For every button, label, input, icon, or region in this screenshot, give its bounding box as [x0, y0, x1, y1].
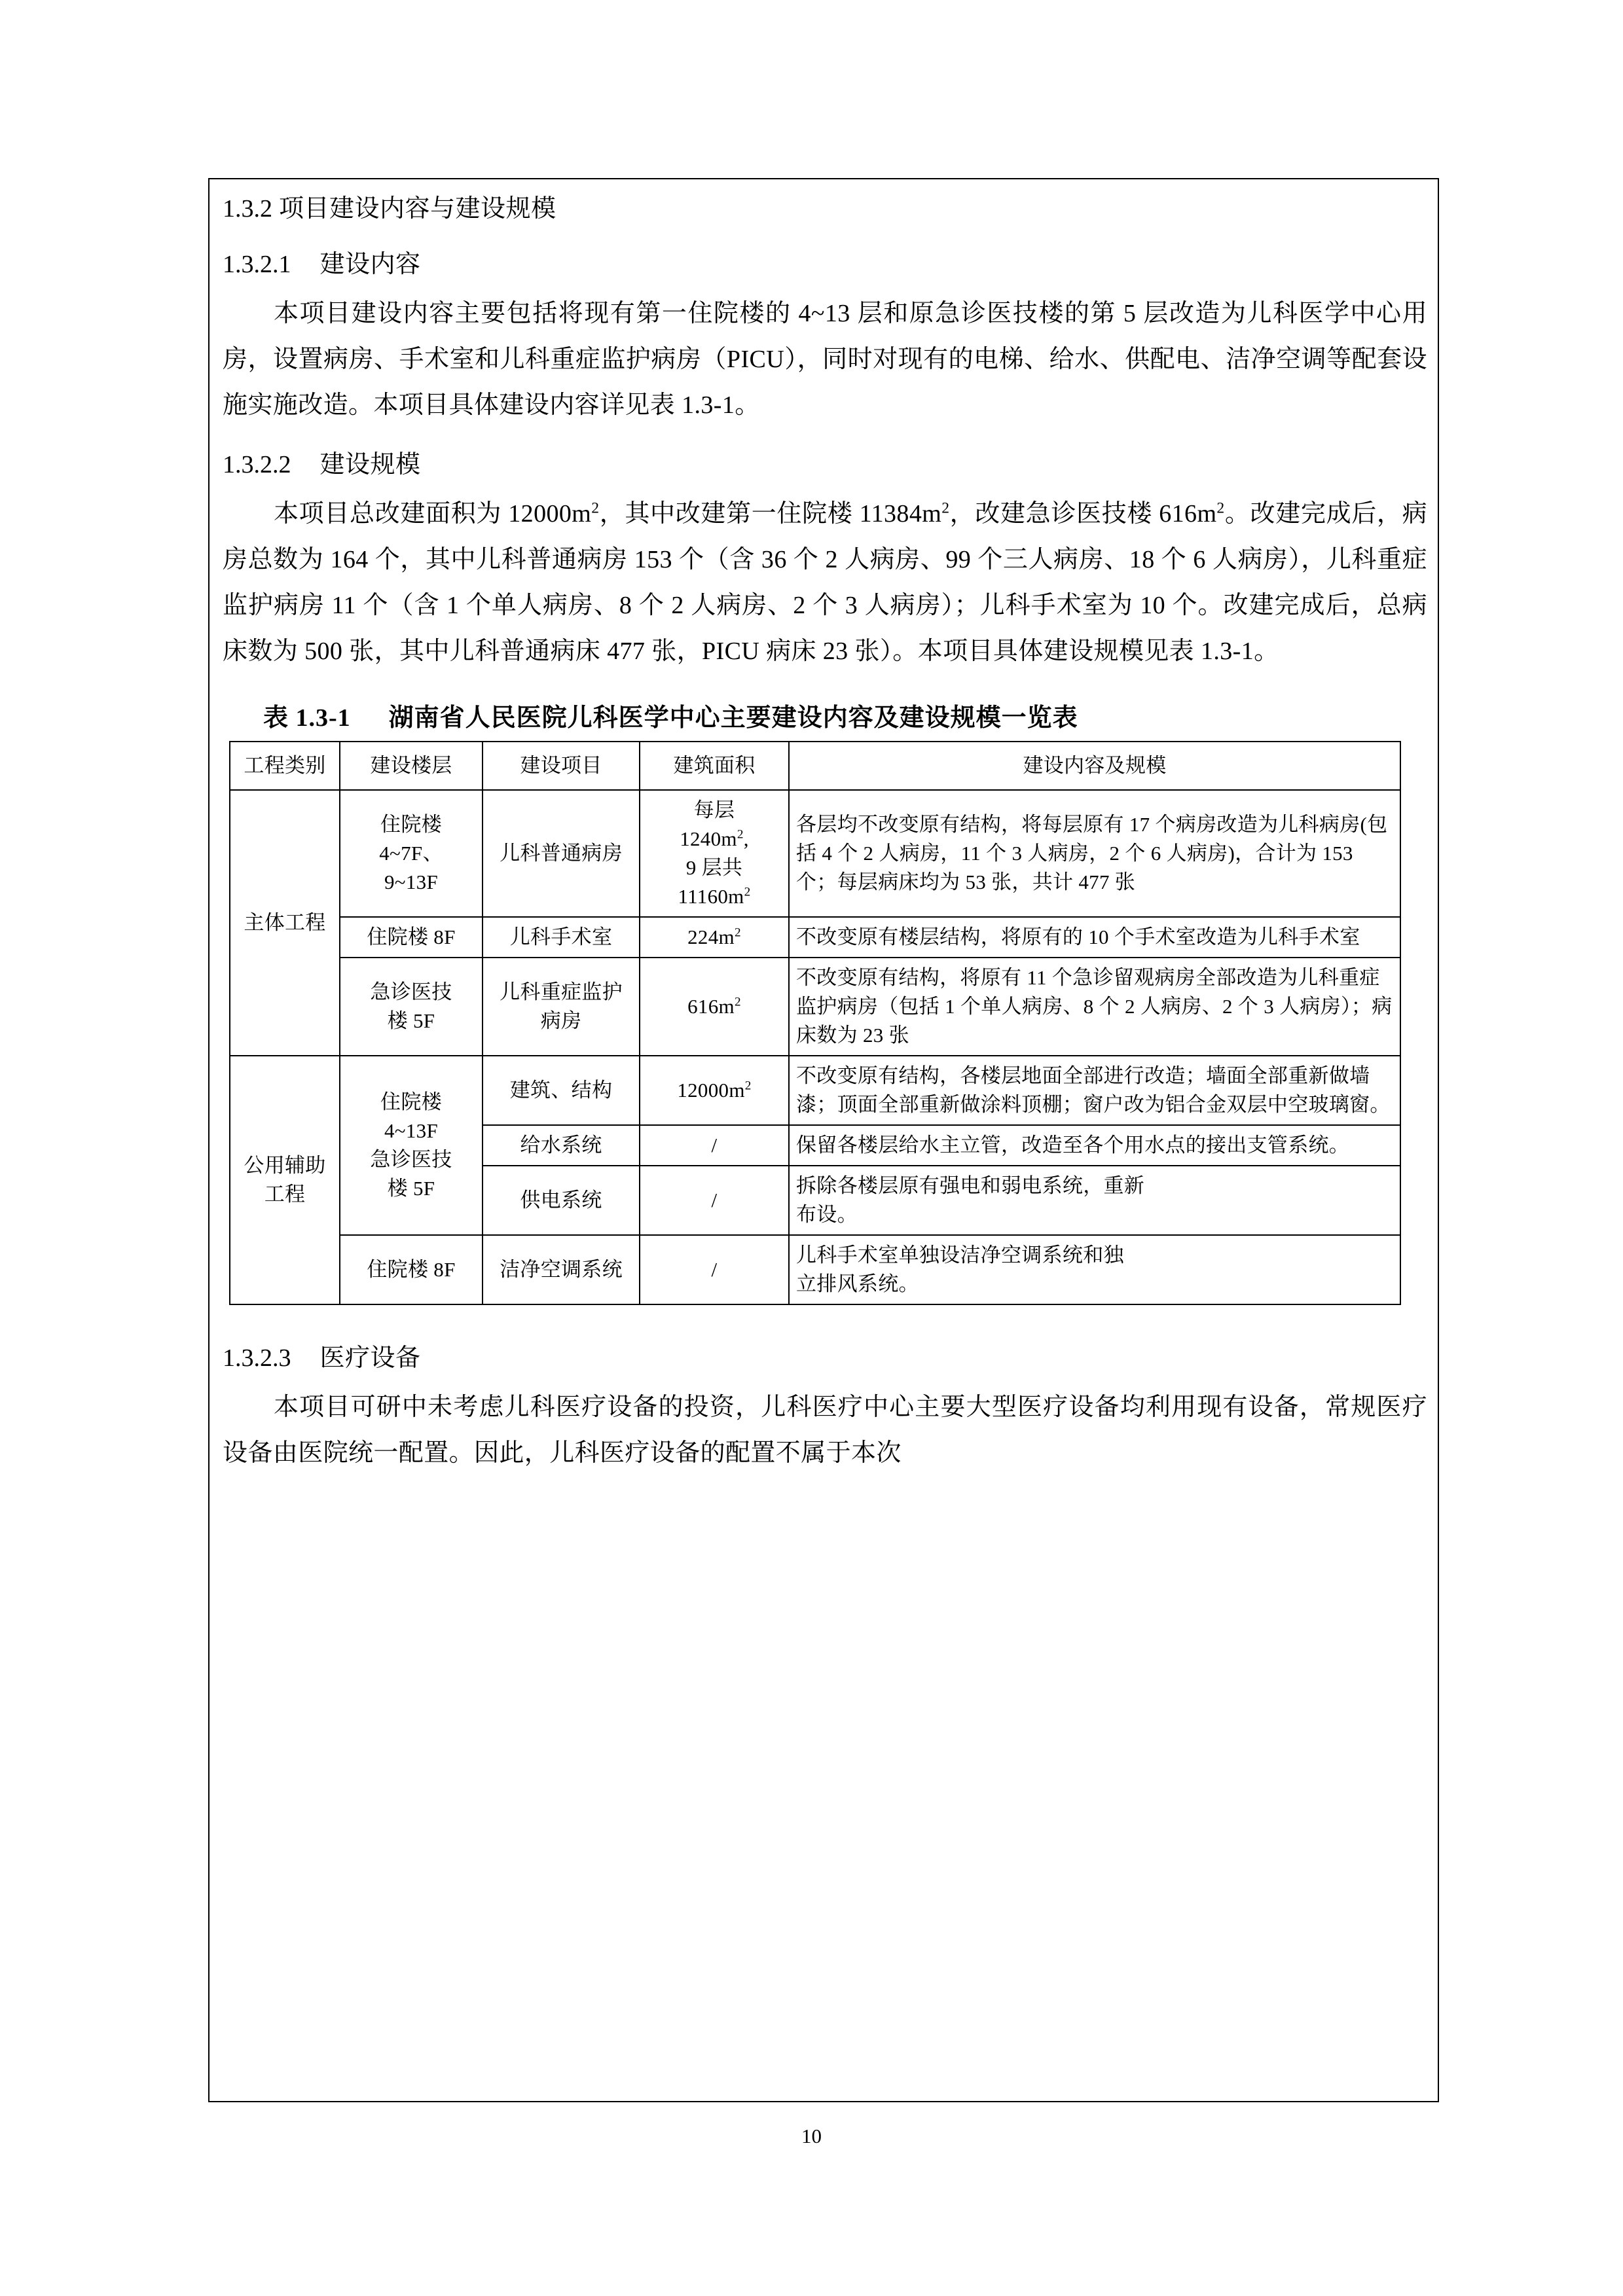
section-title: 建设规模 — [319, 450, 421, 478]
scale-text-a: 本项目总改建面积为 12000m — [274, 499, 592, 528]
cell-project: 供电系统 — [483, 1166, 640, 1235]
section-title: 建设内容 — [319, 250, 421, 278]
cell-project: 儿科手术室 — [483, 917, 640, 958]
cell-area: 每层 $1240m^2$, 9 层共 $11160m^2$ — [640, 790, 789, 917]
cell-category-main: 主体工程 — [230, 790, 340, 1056]
scale-text-c: ，改建急诊医技楼 616m — [949, 499, 1217, 528]
section-number: 1.3.2.2 — [223, 450, 291, 478]
superscript-two: 2 — [941, 499, 950, 516]
cell-detail: 各层均不改变原有结构，将每层原有 17 个病房改造为儿科病房(包括 4 个 2 人病房，11 个 3 人病房，2 个 6 人病房)，合计为 153 个；每层病床均为 53 张，共计 477 张 — [789, 790, 1400, 917]
cell-detail: 拆除各楼层原有强电和弱电系统，重新 布设。 — [789, 1166, 1400, 1235]
cell-detail: 不改变原有楼层结构，将原有的 10 个手术室改造为儿科手术室 — [789, 917, 1400, 958]
cell-area: $224m^2$ — [640, 917, 789, 958]
th-project: 建设项目 — [483, 742, 640, 790]
cell-area: / — [640, 1125, 789, 1166]
section-heading-1.3.2.3 — [223, 1339, 1427, 1378]
cell-detail: 儿科手术室单独设洁净空调系统和独 立排风系统。 — [789, 1235, 1400, 1304]
superscript-two: 2 — [591, 499, 600, 516]
th-floor: 建设楼层 — [340, 742, 483, 790]
cell-detail: 不改变原有结构，各楼层地面全部进行改造；墙面全部重新做墙漆；顶面全部重新做涂料顶棚；窗户改为铝合金双层中空玻璃窗。 — [789, 1056, 1400, 1125]
construction-scale-table — [229, 741, 1401, 1305]
superscript-two: 2 — [1216, 499, 1225, 516]
table-row — [230, 790, 1400, 917]
paragraph-construction-content: 本项目建设内容主要包括将现有第一住院楼的 4~13 层和原急诊医技楼的第 5 层改造为儿科医学中心用房，设置病房、手术室和儿科重症监护病房（PICU），同时对现有的电梯、给水、供配电、洁净空调等配套设施实施改造。本项目具体建设内容详见表 1.3-1。 — [223, 299, 1427, 420]
cell-floor: 住院楼 4~13F 急诊医技 楼 5F — [340, 1056, 483, 1235]
section-number: 1.3.2.1 — [223, 250, 291, 278]
table-caption — [223, 697, 1427, 733]
section-number: 1.3.2 — [223, 195, 272, 223]
cell-area: $616m^2$ — [640, 958, 789, 1056]
section-title: 项目建设内容与建设规模 — [279, 195, 556, 223]
cell-area: / — [640, 1235, 789, 1304]
table-row — [230, 1056, 1400, 1125]
cell-area: $12000m^2$ — [640, 1056, 789, 1125]
page-number: 10 — [801, 2125, 822, 2147]
cell-project: 洁净空调系统 — [483, 1235, 640, 1304]
cell-project: 建筑、结构 — [483, 1056, 640, 1125]
th-category: 工程类别 — [230, 742, 340, 790]
th-detail: 建设内容及规模 — [789, 742, 1400, 790]
cell-project: 儿科重症监护 病房 — [483, 958, 640, 1056]
cell-floor: 住院楼 4~7F、 9~13F — [340, 790, 483, 917]
scale-text-b: ，其中改建第一住院楼 11384m — [599, 499, 942, 528]
page-content — [223, 190, 1427, 1482]
scale-text-d: 。改建完成后，病房总数为 164 个，其中儿科普通病房 153 个（含 36 个 2 人病房、99 个三人病房、18 个 6 人病房），儿科重症监护病房 11 个（含 1 个单人病房、8 个 2 人病房、2 个 3 人病房）；儿科手术室为 10 个。改建完成后，总病床数为 500 张，其中儿科普通病床 477 张，PICU 病床 23 张）。本项目具体建设规模见表 1.3-1。 — [223, 499, 1428, 666]
paragraph-medical-equipment: 本项目可研中未考虑儿科医疗设备的投资，儿科医疗中心主要大型医疗设备均利用现有设备，常规医疗设备由医院统一配置。因此，儿科医疗设备的配置不属于本次 — [223, 1393, 1427, 1467]
table-caption-label: 表 1.3-1 — [263, 704, 351, 732]
section-number: 1.3.2.3 — [223, 1344, 291, 1372]
section-heading-1.3.2.1 — [223, 245, 1427, 284]
table-caption-title: 湖南省人民医院儿科医学中心主要建设内容及建设规模一览表 — [388, 704, 1078, 732]
paragraph-construction-scale — [223, 491, 1427, 675]
section-heading-1.3.2 — [223, 190, 1427, 228]
cell-floor: 住院楼 8F — [340, 917, 483, 958]
cell-category-auxiliary: 公用辅助 工程 — [230, 1056, 340, 1304]
cell-floor: 急诊医技 楼 5F — [340, 958, 483, 1056]
table-row — [230, 1235, 1400, 1304]
cell-detail: 保留各楼层给水主立管，改造至各个用水点的接出支管系统。 — [789, 1125, 1400, 1166]
cell-project: 儿科普通病房 — [483, 790, 640, 917]
cell-detail: 不改变原有结构，将原有 11 个急诊留观病房全部改造为儿科重症监护病房（包括 1 个单人病房、8 个 2 人病房、2 个 3 人病房）；病床数为 23 张 — [789, 958, 1400, 1056]
cell-floor: 住院楼 8F — [340, 1235, 483, 1304]
section-title: 医疗设备 — [319, 1344, 421, 1372]
th-area: 建筑面积 — [640, 742, 789, 790]
table-row — [230, 958, 1400, 1056]
cell-area: / — [640, 1166, 789, 1235]
cell-project: 给水系统 — [483, 1125, 640, 1166]
table-header-row — [230, 742, 1400, 790]
table-row — [230, 917, 1400, 958]
section-heading-1.3.2.2 — [223, 446, 1427, 484]
